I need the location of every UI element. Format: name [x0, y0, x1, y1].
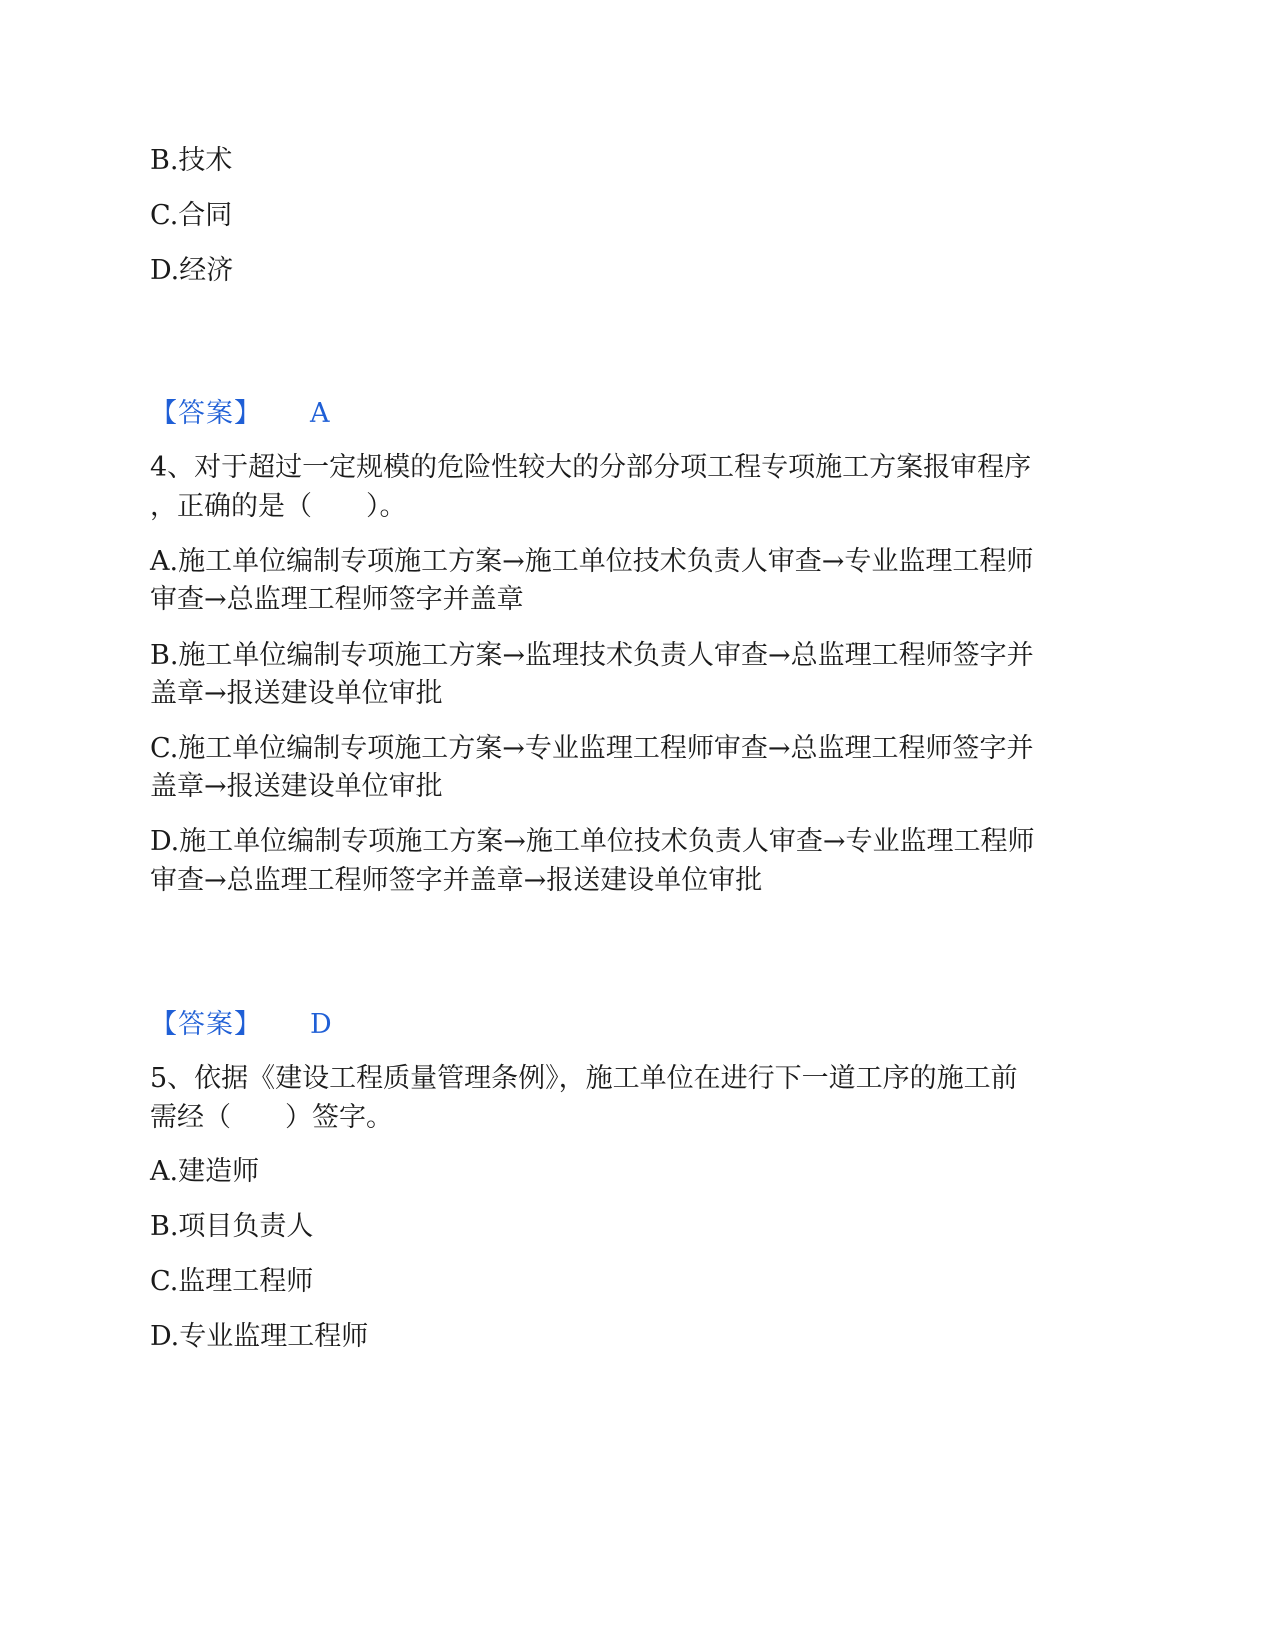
answer-label: 【答案】 — [150, 398, 262, 429]
answer-label: 【答案】 — [150, 1009, 262, 1040]
q4-option-c-line2: 盖章→报送建设单位审批 — [150, 771, 443, 802]
q5-stem-line1: 5、依据《建设工程质量管理条例》，施工单位在进行下一道工序的施工前 — [150, 1063, 1018, 1094]
q3-option-c: C.合同 — [150, 200, 233, 231]
q5-option-d: D.专业监理工程师 — [150, 1321, 369, 1352]
q5-option-c: C.监理工程师 — [150, 1266, 314, 1297]
q5-stem-line2: 需经（ ）签字。 — [150, 1102, 393, 1133]
q3-answer — [150, 394, 330, 434]
q4-option-b-line2: 盖章→报送建设单位审批 — [150, 678, 443, 709]
q4-option-a-line2: 审查→总监理工程师签字并盖章 — [150, 584, 524, 615]
q4-answer — [150, 1005, 332, 1045]
q4-option-d-line1: D.施工单位编制专项施工方案→施工单位技术负责人审查→专业监理工程师 — [150, 826, 1035, 857]
q4-option-d-line2: 审查→总监理工程师签字并盖章→报送建设单位审批 — [150, 865, 763, 896]
q4-option-b-line1: B.施工单位编制专项施工方案→监理技术负责人审查→总监理工程师签字并 — [150, 640, 1034, 671]
q5-option-a: A.建造师 — [150, 1156, 260, 1187]
q4-option-a-line1: A.施工单位编制专项施工方案→施工单位技术负责人审查→专业监理工程师 — [150, 546, 1034, 577]
q3-option-b: B.技术 — [150, 145, 233, 176]
q4-stem-line2: ，正确的是（ ）。 — [150, 491, 407, 522]
q4-stem-line1: 4、对于超过一定规模的危险性较大的分部分项工程专项施工方案报审程序 — [150, 452, 1032, 483]
q3-option-d: D.经济 — [150, 255, 234, 286]
answer-value: A — [310, 398, 330, 429]
q5-option-b: B.项目负责人 — [150, 1211, 314, 1242]
q4-option-c-line1: C.施工单位编制专项施工方案→专业监理工程师审查→总监理工程师签字并 — [150, 733, 1034, 764]
answer-value: D — [310, 1009, 332, 1040]
